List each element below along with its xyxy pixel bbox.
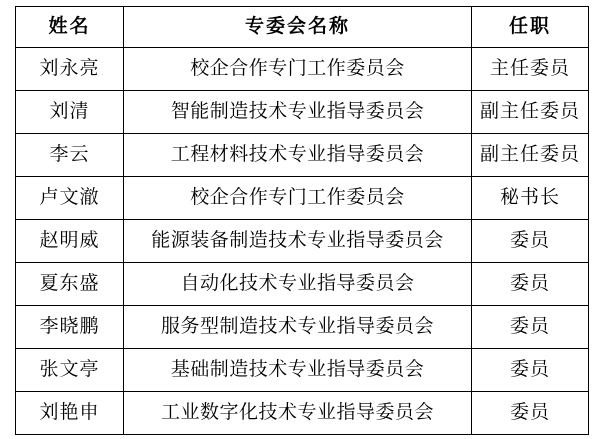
cell-name: 赵明威 — [16, 220, 124, 263]
cell-name: 刘艳申 — [16, 392, 124, 435]
cell-name: 刘清 — [16, 91, 124, 134]
table-row — [16, 306, 589, 349]
column-header-role: 任职 — [472, 7, 589, 48]
cell-name: 夏东盛 — [16, 263, 124, 306]
cell-name: 李晓鹏 — [16, 306, 124, 349]
cell-committee: 智能制造技术专业指导委员会 — [124, 91, 472, 134]
cell-committee: 基础制造技术专业指导委员会 — [124, 349, 472, 392]
cell-role: 主任委员 — [472, 48, 589, 91]
cell-committee: 服务型制造技术专业指导委员会 — [124, 306, 472, 349]
table-body — [16, 48, 589, 435]
cell-name: 卢文澈 — [16, 177, 124, 220]
table-row — [16, 91, 589, 134]
table-row — [16, 220, 589, 263]
table-row — [16, 134, 589, 177]
table-row — [16, 349, 589, 392]
cell-role: 副主任委员 — [472, 134, 589, 177]
table-row — [16, 48, 589, 91]
cell-role: 委员 — [472, 306, 589, 349]
cell-committee: 自动化技术专业指导委员会 — [124, 263, 472, 306]
cell-role: 委员 — [472, 220, 589, 263]
column-header-name: 姓名 — [16, 7, 124, 48]
table-row — [16, 263, 589, 306]
cell-name: 李云 — [16, 134, 124, 177]
table-row — [16, 177, 589, 220]
cell-committee: 校企合作专门工作委员会 — [124, 48, 472, 91]
cell-committee: 校企合作专门工作委员会 — [124, 177, 472, 220]
cell-role: 委员 — [472, 349, 589, 392]
cell-role: 秘书长 — [472, 177, 589, 220]
document-page — [0, 6, 609, 439]
cell-name: 刘永亮 — [16, 48, 124, 91]
committee-roster-table — [15, 6, 589, 435]
cell-role: 委员 — [472, 263, 589, 306]
column-header-committee: 专委会名称 — [124, 7, 472, 48]
cell-role: 委员 — [472, 392, 589, 435]
table-header-row — [16, 7, 589, 48]
cell-role: 副主任委员 — [472, 91, 589, 134]
cell-committee: 工业数字化技术专业指导委员会 — [124, 392, 472, 435]
table-row — [16, 392, 589, 435]
table-header — [16, 7, 589, 48]
cell-committee: 能源装备制造技术专业指导委员会 — [124, 220, 472, 263]
cell-name: 张文亭 — [16, 349, 124, 392]
cell-committee: 工程材料技术专业指导委员会 — [124, 134, 472, 177]
